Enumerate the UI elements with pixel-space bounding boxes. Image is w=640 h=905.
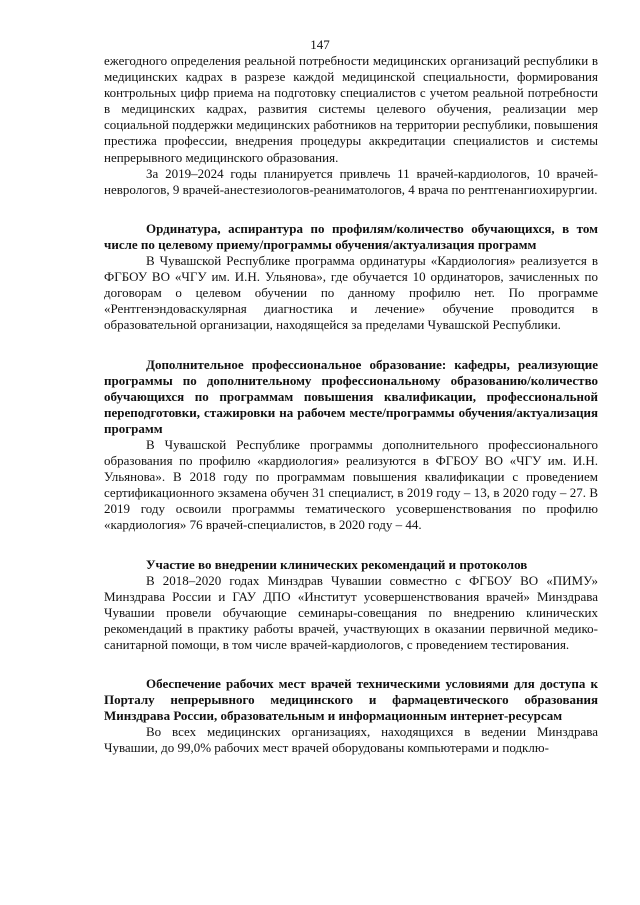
paragraph-recruitment-plan: За 2019–2024 годы планируется привлечь 11 врачей-кардиологов, 10 врачей-неврологов, 9 врачей-анестезиологов-реаниматологов, 4 врача по рентгенангиохирургии. <box>104 165 598 197</box>
paragraph-residency: В Чувашской Республике программа ординатуры «Кардиология» реализуется в ФГБОУ ВО «ЧГУ им. И.Н. Ульянова», где обучается 10 ординаторов, зачисленных по договорам о целевом обучении по данному профилю нет. По программе «Рентгенэндоваскулярная диагностика и лечение» обучение проводится в образовательной организации, находящейся за пределами Чувашской Республики. <box>104 253 598 333</box>
paragraph-additional-education: В Чувашской Республике программы дополнительного профессионального образования по профилю «кардиология» реализуются в ФГБОУ ВО «ЧГУ им. И.Н. Ульянова». В 2018 году по программам повышения квалификации с проведением сертификационного экзамена обучен 31 специалист, в 2019 году – 13, в 2020 году – 27. В 2019 году освоили программы тематического усовершенствования по профилю «кардиология» 76 врачей-специалистов, в 2020 году – 44. <box>104 436 598 533</box>
heading-workplace-equipment: Обеспечение рабочих мест врачей техническими условиями для доступа к Порталу непрерывного медицинского и фармацевтического образования Минздрава России, образовательным и информационным интернет-ресурсам <box>104 676 598 724</box>
paragraph-clinical-guidelines: В 2018–2020 годах Минздрав Чувашии совместно с ФГБОУ ВО «ПИМУ» Минздрава России и ГАУ ДПО «Институт усовершенствования врачей» Минздрава Чувашии провели обучающие семинары-совещания по внедрению клинических рекомендаций в практику работы врачей, участвующих в оказании первичной медико-санитарной помощи, в том числе врачей-кардиологов, с проведением тестирования. <box>104 572 598 652</box>
paragraph-workplace-equipment: Во всех медицинских организациях, находящихся в ведении Минздрава Чувашии, до 99,0% рабочих мест врачей оборудованы компьютерами и подклю- <box>104 724 598 756</box>
heading-clinical-guidelines: Участие во внедрении клинических рекомендаций и протоколов <box>146 556 528 572</box>
heading-additional-education: Дополнительное профессиональное образование: кафедры, реализующие программы по дополнительному профессиональному образованию/количество обучающихся по программам повышения квалификации, профессиональной переподготовки, стажировки на рабочем месте/программы обучения/актуализация программ <box>104 356 598 436</box>
page-content <box>104 53 598 757</box>
paragraph-continuation: ежегодного определения реальной потребности медицинских организаций республики в медицинских кадрах в разрезе каждой медицинской специальности, формирования контрольных цифр приема на подготовку специалистов с учетом реальной потребности в медицинских кадрах, развития системы целевого обучения, реализации мер социальной поддержки медицинских работников на территории республики, повышения престижа профессии, внедрения процедуры аккредитации специалистов и системы непрерывного медицинского образования. <box>104 53 598 165</box>
heading-residency: Ординатура, аспирантура по профилям/количество обучающихся, в том числе по целевому приему/программы обучения/актуализация программ <box>104 220 598 252</box>
page-number: 147 <box>310 37 330 52</box>
